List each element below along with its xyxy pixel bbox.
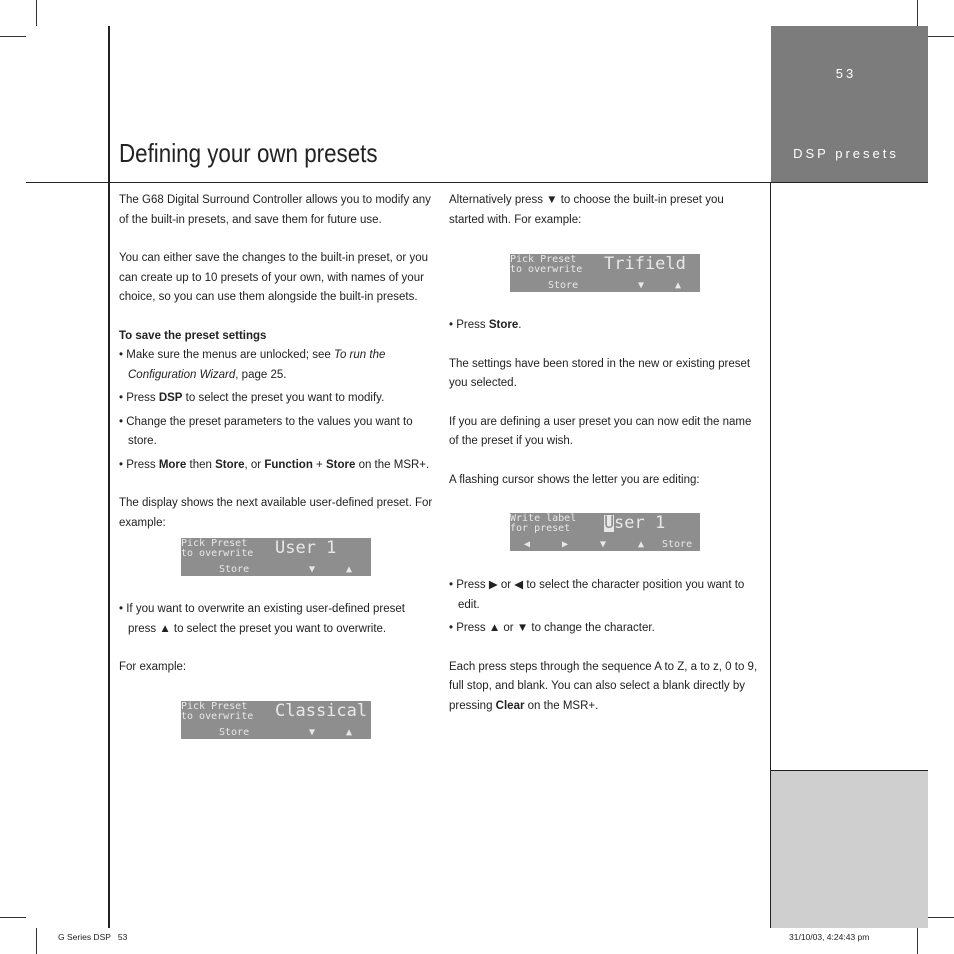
lcd-store-label: Store [548, 280, 579, 291]
crop-mark [917, 928, 918, 954]
paragraph: You can either save the changes to the built-in preset, or you can create up to 10 presets of your own, with names of your choice, so you can use them alongside the built-in presets. [119, 252, 428, 303]
up-arrow-icon: ▲ [675, 280, 682, 291]
crop-mark [928, 917, 954, 918]
intro-paragraph: The G68 Digital Surround Controller allows you to modify any of the built-in presets, and save them for future use. [119, 194, 431, 226]
paragraph: For example: [119, 661, 187, 673]
lcd-line: Pick Preset [181, 701, 248, 712]
paragraph: Each press steps through the sequence A to Z, a to z, 0 to 9, full stop, and blank. You can also select a blank directly by pressing Clear on the MSR+. [449, 660, 758, 712]
up-arrow-icon: ▲ [346, 727, 353, 738]
lcd-display [181, 701, 371, 739]
page-number: 53 [835, 66, 857, 81]
lcd-line: Pick Preset [181, 538, 248, 549]
bullet-overwrite [119, 600, 435, 678]
list-item: • Press ▶ or ◀ to select the character position you want to edit. [449, 579, 745, 611]
down-arrow-icon: ▼ [600, 539, 607, 550]
lcd-store-label: Store [219, 727, 250, 738]
lcd-value: User 1 [275, 538, 337, 558]
lcd-line: Write label [510, 513, 577, 524]
footer-left: G Series DSP 53 [58, 932, 128, 942]
lcd-store-label: Store [662, 539, 693, 550]
list-item: • Press DSP to select the preset you want to modify. [119, 392, 385, 404]
lcd-display [181, 538, 371, 576]
lcd-store-label: Store [219, 564, 250, 575]
list-item: • Press More then Store, or Function + Store on the MSR+. [119, 458, 430, 471]
lcd-display [510, 513, 700, 551]
paragraph: The settings have been stored in the new or existing preset you selected. [449, 357, 751, 389]
lcd-line: Pick Preset [510, 254, 577, 265]
list-item: • If you want to overwrite an existing user-defined preset press ▲ to select the preset you want to overwrite. [119, 603, 405, 635]
crop-mark [0, 917, 26, 918]
right-column-tail [449, 576, 761, 716]
up-arrow-icon: ▲ [638, 539, 645, 550]
right-column [449, 191, 761, 230]
left-column [119, 191, 435, 533]
paragraph: The display shows the next available user-defined preset. For example: [119, 497, 433, 529]
down-arrow-icon: ▼ [638, 280, 645, 291]
lcd-line: for preset [510, 523, 571, 534]
sidebar-footer-block [771, 771, 928, 928]
up-arrow-icon: ▲ [346, 564, 353, 575]
lcd-value: Classical [275, 701, 368, 721]
lcd-value: Trifield [604, 254, 686, 274]
subheading: To save the preset settings [119, 329, 267, 342]
crop-mark [36, 0, 37, 26]
crop-mark [928, 36, 954, 37]
right-arrow-icon: ▶ [562, 539, 569, 550]
left-margin-rule [108, 26, 110, 928]
down-arrow-icon: ▼ [309, 564, 316, 575]
lcd-line: to overwrite [181, 711, 254, 722]
list-item: • Press Store. [449, 319, 522, 331]
right-column-body [449, 316, 761, 490]
left-arrow-icon: ◀ [524, 539, 531, 550]
list-item: • Change the preset parameters to the values you want to store. [119, 415, 413, 447]
lcd-line: to overwrite [181, 548, 254, 559]
crop-mark [36, 928, 37, 954]
list-item: • Make sure the menus are unlocked; see To run the Configuration Wizard, page 25. [119, 349, 386, 381]
lcd-line: to overwrite [510, 264, 583, 275]
list-item: • Press ▲ or ▼ to change the character. [449, 622, 655, 634]
section-title: DSP presets [793, 146, 899, 161]
header-rule [26, 182, 928, 183]
paragraph: Alternatively press ▼ to choose the built-in preset you started with. For example: [449, 194, 724, 226]
page-title: Defining your own presets [119, 138, 378, 168]
down-arrow-icon: ▼ [309, 727, 316, 738]
crop-mark [917, 0, 918, 26]
paragraph: A flashing cursor shows the letter you are editing: [449, 473, 700, 486]
footer-right: 31/10/03, 4:24:43 pm [789, 932, 870, 942]
paragraph: If you are defining a user preset you can now edit the name of the preset if you wish. [449, 415, 752, 447]
lcd-value: ser 1 [614, 513, 666, 533]
lcd-cursor: U [604, 513, 615, 533]
lcd-display [510, 254, 700, 292]
crop-mark [0, 36, 26, 37]
